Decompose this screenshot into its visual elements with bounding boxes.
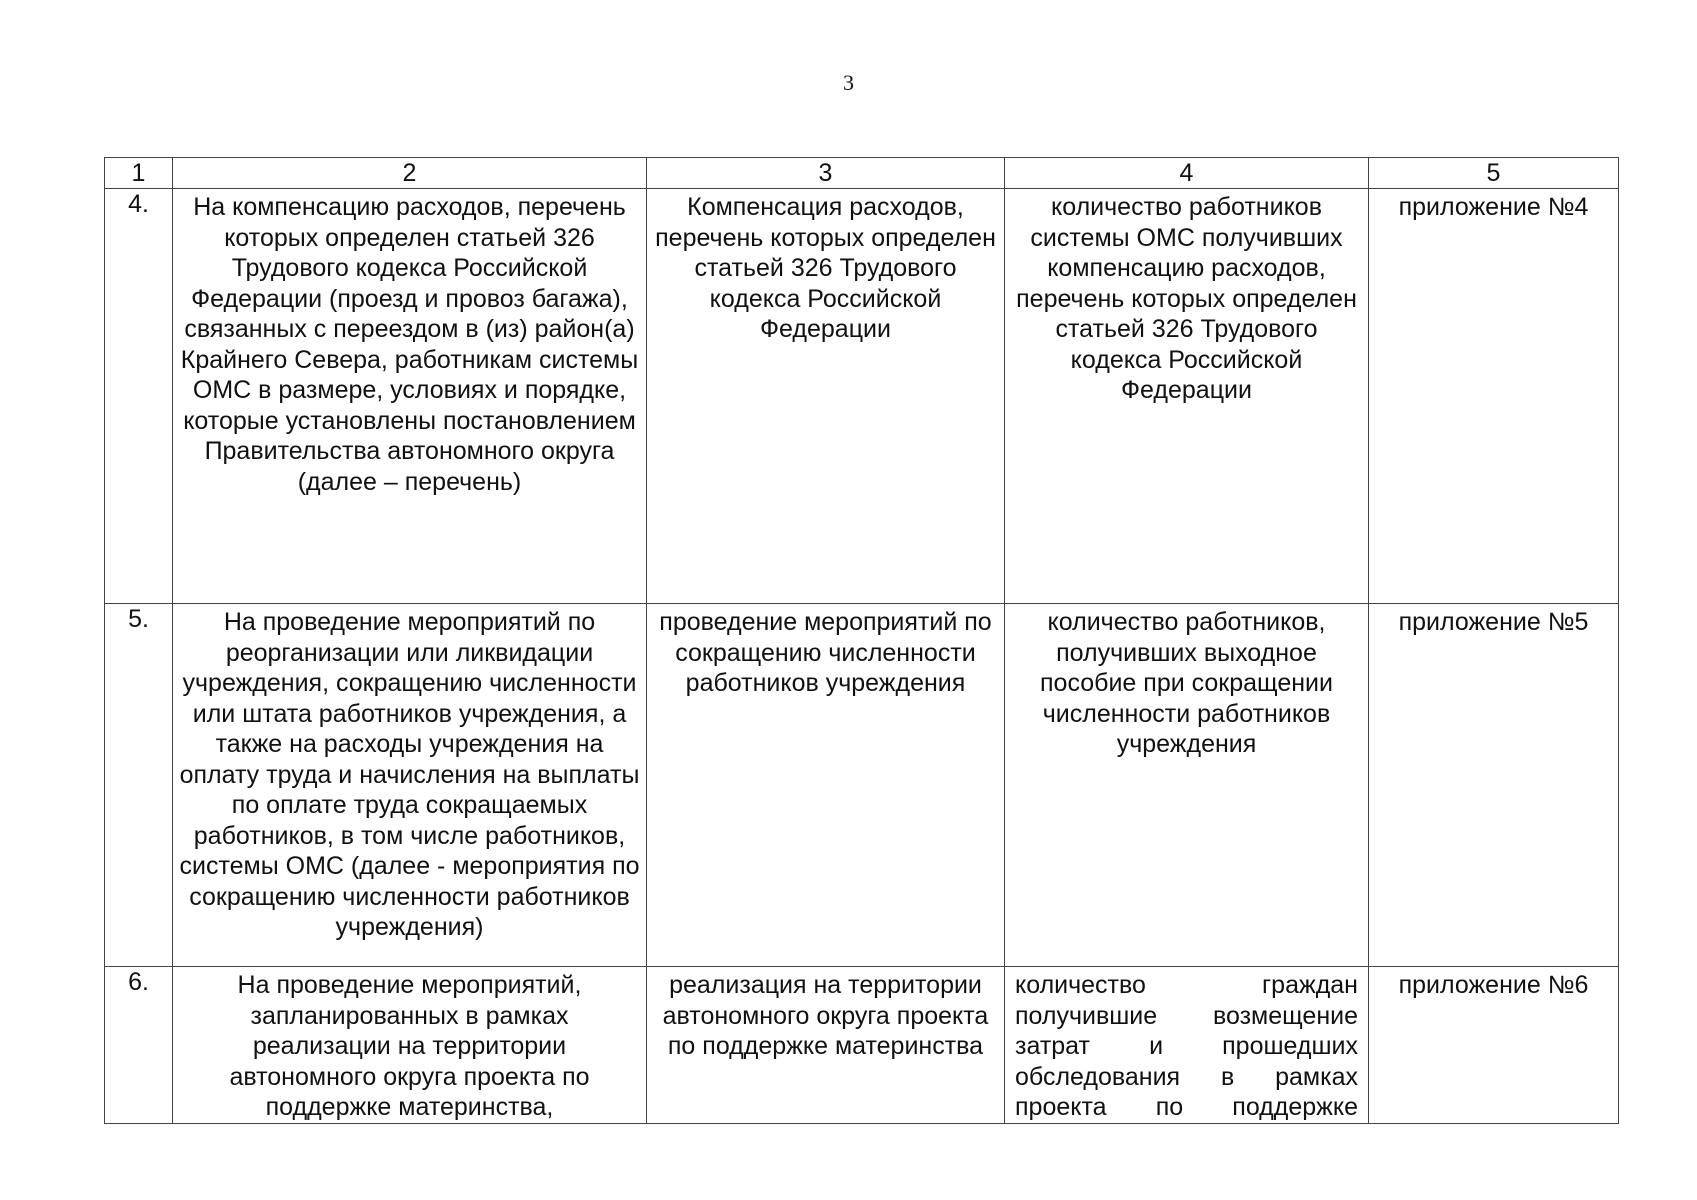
indicator-line: проекта по поддержке [1015, 1093, 1358, 1121]
table-row [105, 604, 1619, 967]
purpose-cell [173, 189, 647, 604]
row-number: 6. [105, 967, 173, 1124]
table-header-row [105, 158, 1619, 189]
data-table [104, 157, 1619, 1124]
direction-cell [647, 967, 1005, 1124]
indicator-cell [1005, 604, 1369, 967]
appendix-cell [1369, 604, 1619, 967]
direction-text: Компенсация расходов, перечень которых определен статьей 326 Трудового кодекса Российской Федерации [655, 193, 996, 343]
indicator-text: количество работников, получивших выходное пособие при сокращении численности работников учреждения [1040, 608, 1333, 758]
indicator-cell [1005, 189, 1369, 604]
table-row [105, 967, 1619, 1124]
purpose-cell [173, 604, 647, 967]
purpose-text: На компенсацию расходов, перечень которых определен статьей 326 Трудового кодекса Российской Федерации (проезд и провоз багажа), связанных с переездом в (из) район(а) Крайнего Севера, работникам системы ОМС в размере, условиях и порядке, которые установлены постановлением Правительства автономного округа (далее – перечень) [180, 193, 639, 496]
direction-cell [647, 604, 1005, 967]
row-number: 4. [105, 189, 173, 604]
header-cell-3: 3 [647, 158, 1005, 189]
direction-text: проведение мероприятий по сокращению численности работников учреждения [659, 608, 992, 697]
indicator-line: обследования в рамках [1015, 1062, 1358, 1091]
purpose-text: На проведение мероприятий, запланированных в рамках реализации на территории автономного округа проекта по поддержке материнства, [229, 971, 590, 1121]
appendix-text: приложение №6 [1398, 971, 1589, 999]
indicator-line: затрат и прошедших [1015, 1032, 1358, 1060]
page-number: 3 [843, 70, 854, 95]
appendix-cell [1369, 189, 1619, 604]
indicator-text [1011, 967, 1362, 1123]
direction-text: реализация на территории автономного округа проекта по поддержке материнства [662, 971, 989, 1060]
table-row [105, 189, 1619, 604]
row-number: 5. [105, 604, 173, 967]
appendix-cell [1369, 967, 1619, 1124]
purpose-text: На проведение мероприятий по реорганизации или ликвидации учреждения, сокращению численности или штата работников учреждения, а также на расходы учреждения на оплату труда и начисления на выплаты по оплате труда сокращаемых работников, в том числе работников, системы ОМС (далее - мероприятия по сокращению численности работников учреждения) [179, 608, 640, 941]
indicator-line: количество граждан [1015, 971, 1358, 999]
indicator-text: количество работников системы ОМС получивших компенсацию расходов, перечень которых определен статьей 326 Трудового кодекса Российской Федерации [1016, 193, 1357, 404]
header-cell-1: 1 [105, 158, 173, 189]
indicator-cell [1005, 967, 1369, 1124]
appendix-text: приложение №5 [1398, 608, 1589, 636]
purpose-cell [173, 967, 647, 1124]
header-cell-4: 4 [1005, 158, 1369, 189]
header-cell-2: 2 [173, 158, 647, 189]
indicator-line: получившие возмещение [1015, 1001, 1358, 1030]
direction-cell [647, 189, 1005, 604]
header-cell-5: 5 [1369, 158, 1619, 189]
appendix-text: приложение №4 [1398, 193, 1589, 221]
